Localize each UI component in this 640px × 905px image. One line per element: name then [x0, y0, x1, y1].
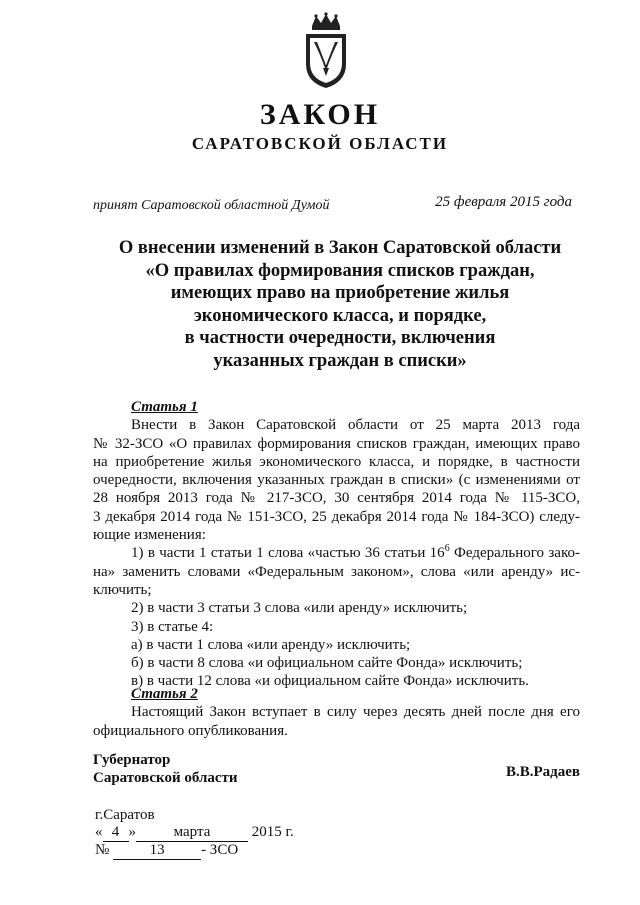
subject-line: указанных граждан в списки» [213, 350, 467, 371]
number-prefix: № [95, 842, 110, 858]
adopted-date: 25 февраля 2015 года [435, 194, 572, 210]
article-2-line: официального опубликования. [93, 722, 288, 739]
item-1-text-a: 1) в части 1 статьи 1 слова «частью 36 статьи 16 [131, 545, 445, 562]
article-1-line: № 32-ЗСО «О правилах формирования списков граждан, имеющих право [93, 435, 580, 452]
governor-name: В.В.Радаев [505, 764, 580, 780]
subject-line: «О правилах формирования списков граждан, [145, 260, 535, 281]
article-1-line: очередности, включения указанных граждан в списки» (с изменениями от [93, 472, 580, 489]
article-2-line: Настоящий Закон вступает в силу через десять дней после дня его [131, 704, 580, 721]
footer-date [95, 824, 294, 842]
article-1-item: б) в части 8 слова «и официальном сайте Фонда» исключить; [131, 655, 523, 672]
law-footer [95, 807, 294, 860]
article-1-line: ющие изменения: [93, 527, 206, 544]
article-1-line: на приобретение жилья экономического класса, и порядке, в частности [93, 453, 580, 470]
article-1-item: 3) в статье 4: [131, 618, 214, 635]
article-1-item: а) в части 1 слова «или аренду» исключить; [131, 636, 411, 653]
subject-line: имеющих право на приобретение жилья [170, 283, 510, 303]
saratov-coat-of-arms-icon [300, 12, 352, 90]
article-1-line: на» заменить словами «Федеральным законом», слова «или аренду» ис- [93, 563, 580, 580]
article-1-heading: Статья 1 [131, 399, 198, 415]
subject-line: О внесении изменений в Закон Саратовской области [118, 238, 562, 258]
article-1-line: 3 декабря 2014 года № 151-ЗСО, 25 декабря 2014 года № 184-ЗСО) следу- [93, 508, 580, 525]
date-quote-open: « [95, 824, 103, 840]
number-suffix: - ЗСО [201, 842, 239, 858]
item-1-superscript: 6 [444, 543, 450, 555]
subject-line: экономического класса, и порядке, [193, 305, 487, 326]
article-2-heading: Статья 2 [131, 686, 198, 702]
article-1-line: ключить; [93, 581, 152, 598]
article-1-item: в) в части 12 слова «и официальном сайте Фонда» исключить. [131, 673, 529, 690]
footer-city: г.Саратов [95, 807, 155, 823]
article-1-item-1 [93, 544, 580, 562]
law-region: САРАТОВСКОЙ ОБЛАСТИ [191, 134, 449, 153]
article-1-line: 28 ноября 2013 года № 217-ЗСО, 30 сентября 2014 года № 115-ЗСО, [93, 490, 580, 507]
article-2 [93, 685, 580, 740]
subject-line: в частности очередности, включения [184, 328, 496, 348]
governor-title [93, 751, 238, 787]
date-month: марта [136, 824, 248, 842]
item-1-text-b: Федерального зако- [449, 545, 580, 562]
footer-number [95, 842, 294, 860]
governor-title-line: Саратовской области [93, 770, 238, 786]
date-quote-close: » [128, 824, 136, 840]
law-subject [60, 237, 620, 372]
article-1 [93, 398, 580, 691]
article-1-line: Внести в Закон Саратовской области от 25 марта 2013 года [131, 417, 580, 434]
article-1-item: 2) в части 3 статьи 3 слова «или аренду» исключить; [131, 600, 468, 617]
adopted-by: принят Саратовской областной Думой [93, 198, 330, 213]
governor-title-line: Губернатор [93, 752, 171, 768]
number-value: 13 [113, 842, 201, 860]
law-title: ЗАКОН [259, 98, 381, 131]
date-year: 2015 г. [251, 824, 294, 840]
date-day: 4 [103, 824, 129, 842]
